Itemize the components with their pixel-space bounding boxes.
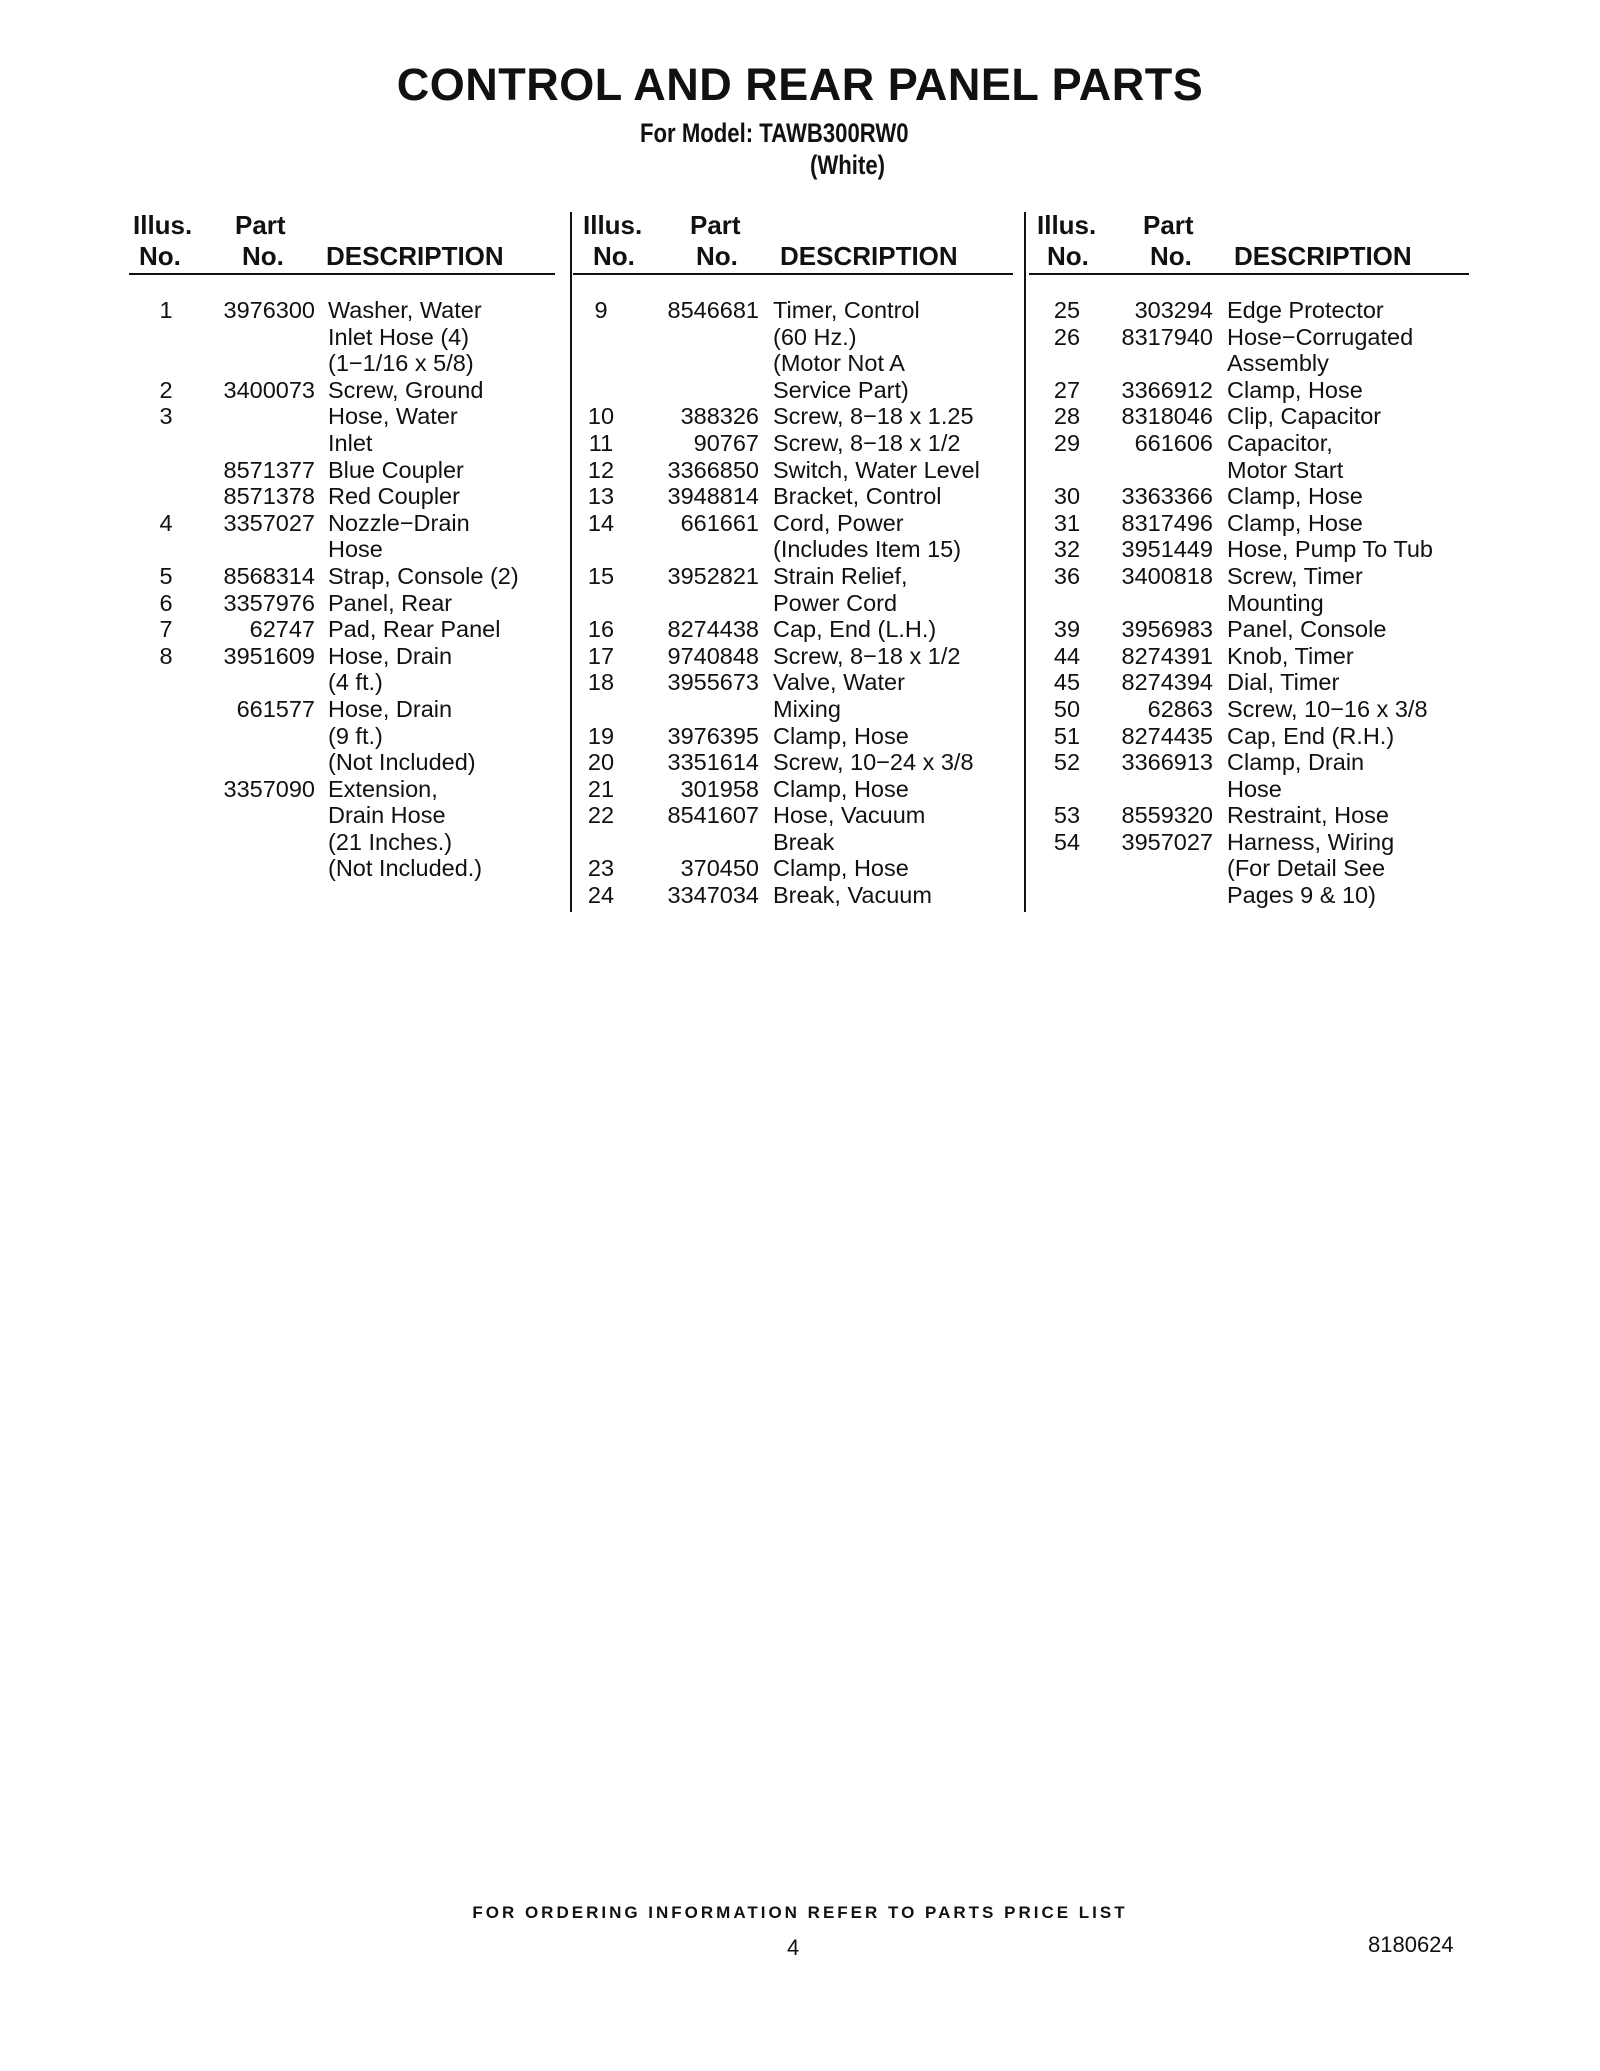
description-cell: Dial, Timer: [1227, 669, 1340, 696]
description-cell: Restraint, Hose: [1227, 802, 1389, 829]
part-no-cell: 8571377: [223, 456, 315, 483]
part-no-cell: 8571378: [223, 483, 315, 510]
parts-column-2: [583, 206, 1018, 909]
description-cell: Screw, 8−18 x 1/2: [773, 642, 961, 669]
description-cell: Mixing: [773, 695, 841, 722]
description-cell: Bracket, Control: [773, 483, 942, 510]
description-cell: Clamp, Drain: [1227, 749, 1365, 776]
column-divider: [570, 212, 572, 912]
illus-no-cell: 30: [1053, 483, 1081, 510]
part-no-cell: 661577: [236, 695, 315, 722]
part-no-cell: 370450: [680, 855, 759, 882]
description-cell: Blue Coupler: [328, 456, 464, 483]
illus-header-line1: Illus.: [583, 210, 643, 240]
part-no-cell: 8274391: [1121, 642, 1213, 669]
table-row: [1037, 723, 1472, 750]
table-row: [583, 563, 1018, 590]
part-no-cell: 3351614: [667, 749, 759, 776]
description-cell: Extension,: [328, 775, 438, 802]
part-no-cell: 3957027: [1121, 828, 1213, 855]
illus-no-cell: 11: [588, 429, 614, 456]
illus-no-cell: 28: [1053, 403, 1081, 430]
table-row: [583, 776, 1018, 803]
part-no-cell: 8317496: [1121, 509, 1213, 536]
illus-no-cell: 19: [587, 722, 615, 749]
table-row: [129, 590, 564, 617]
table-row: [129, 324, 564, 351]
part-no-cell: 8318046: [1121, 403, 1213, 430]
part-no-cell: 301958: [680, 775, 759, 802]
parts-list: [1037, 297, 1472, 909]
header-rule: [1029, 273, 1469, 275]
illus-no-cell: 17: [587, 642, 615, 669]
table-row: [1037, 350, 1472, 377]
table-row: [583, 802, 1018, 829]
description-header: DESCRIPTION: [1234, 241, 1412, 271]
description-cell: (4 ft.): [328, 669, 383, 696]
part-no-cell: 3357090: [223, 775, 315, 802]
illus-no-cell: 14: [587, 509, 615, 536]
illus-no-cell: 3: [159, 403, 173, 430]
part-header-line2: No.: [1150, 241, 1192, 271]
description-cell: Panel, Console: [1227, 616, 1387, 643]
description-cell: Screw, 8−18 x 1.25: [773, 403, 974, 430]
illus-header-line2: No.: [593, 241, 635, 271]
part-no-cell: 9740848: [667, 642, 759, 669]
table-row: [1037, 749, 1472, 776]
column-divider: [1024, 212, 1026, 912]
part-no-cell: 388326: [680, 403, 759, 430]
part-header-line1: Part: [235, 210, 286, 240]
parts-column-1: [129, 206, 564, 882]
part-no-cell: 8317940: [1121, 323, 1213, 350]
illus-no-cell: 4: [159, 509, 173, 536]
description-cell: Clamp, Hose: [773, 855, 909, 882]
illus-no-cell: 27: [1053, 376, 1081, 403]
part-header-line1: Part: [1143, 210, 1194, 240]
illus-no-cell: 20: [587, 749, 615, 776]
description-header: DESCRIPTION: [780, 241, 958, 271]
description-cell: Hose: [328, 536, 383, 563]
illus-no-cell: 31: [1053, 509, 1081, 536]
description-cell: Screw, 10−24 x 3/8: [773, 749, 974, 776]
document-number: 8180624: [1368, 1932, 1454, 1957]
illus-no-cell: 26: [1053, 323, 1081, 350]
illus-no-cell: 51: [1053, 722, 1081, 749]
table-row: [1037, 696, 1472, 723]
description-cell: Hose, Pump To Tub: [1227, 536, 1433, 563]
description-cell: Hose, Vacuum: [773, 802, 926, 829]
description-cell: Valve, Water: [773, 669, 905, 696]
column-header: [129, 206, 564, 275]
column-header: [583, 206, 1018, 275]
description-cell: (For Detail See: [1227, 855, 1386, 882]
table-row: [1037, 643, 1472, 670]
description-cell: Inlet Hose (4): [328, 323, 470, 350]
description-cell: Pages 9 & 10): [1227, 882, 1376, 909]
table-row: [129, 430, 564, 457]
description-cell: Power Cord: [773, 589, 898, 616]
description-cell: Hose: [1227, 775, 1282, 802]
model-subtitle: For Model: TAWB300RW0: [640, 118, 909, 148]
description-cell: Cap, End (L.H.): [773, 616, 937, 643]
description-cell: Clamp, Hose: [1227, 509, 1363, 536]
table-row: [1037, 882, 1472, 909]
description-cell: Screw, 10−16 x 3/8: [1227, 695, 1428, 722]
illus-no-cell: 16: [587, 616, 615, 643]
parts-list: [583, 297, 1018, 909]
illus-no-cell: 8: [159, 642, 173, 669]
description-cell: Screw, Ground: [328, 376, 484, 403]
table-row: [583, 723, 1018, 750]
part-no-cell: 3956983: [1121, 616, 1213, 643]
part-no-cell: 62747: [249, 616, 315, 643]
description-cell: Knob, Timer: [1227, 642, 1354, 669]
part-header-line1: Part: [690, 210, 741, 240]
table-row: [1037, 324, 1472, 351]
table-row: [1037, 403, 1472, 430]
table-row: [129, 616, 564, 643]
table-row: [1037, 802, 1472, 829]
part-no-cell: 3347034: [667, 882, 759, 909]
table-row: [583, 403, 1018, 430]
part-no-cell: 3955673: [667, 669, 759, 696]
part-no-cell: 8568314: [223, 562, 315, 589]
table-row: [129, 510, 564, 537]
illus-no-cell: 36: [1053, 562, 1081, 589]
description-cell: (Not Included): [328, 749, 476, 776]
illus-header-line2: No.: [1047, 241, 1089, 271]
table-row: [1037, 457, 1472, 484]
description-cell: Clamp, Hose: [773, 722, 909, 749]
description-cell: Motor Start: [1227, 456, 1344, 483]
part-no-cell: 3357976: [223, 589, 315, 616]
part-no-cell: 3400818: [1121, 562, 1213, 589]
description-cell: (60 Hz.): [773, 323, 857, 350]
page-title: CONTROL AND REAR PANEL PARTS: [396, 59, 1204, 110]
table-row: [129, 696, 564, 723]
table-row: [583, 457, 1018, 484]
part-header-line2: No.: [242, 241, 284, 271]
part-no-cell: 90767: [693, 429, 759, 456]
part-no-cell: 3363366: [1121, 483, 1213, 510]
description-cell: Harness, Wiring: [1227, 828, 1395, 855]
table-row: [583, 590, 1018, 617]
illus-no-cell: 44: [1053, 642, 1081, 669]
table-row: [1037, 855, 1472, 882]
table-row: [583, 350, 1018, 377]
table-row: [129, 536, 564, 563]
description-cell: (Motor Not A: [773, 350, 905, 377]
description-cell: Pad, Rear Panel: [328, 616, 501, 643]
description-cell: (21 Inches.): [328, 828, 453, 855]
table-row: [583, 669, 1018, 696]
description-cell: Panel, Rear: [328, 589, 453, 616]
table-row: [1037, 669, 1472, 696]
description-cell: Red Coupler: [328, 483, 460, 510]
table-row: [129, 855, 564, 882]
description-header: DESCRIPTION: [326, 241, 504, 271]
description-cell: Assembly: [1227, 350, 1329, 377]
description-cell: Capacitor,: [1227, 429, 1333, 456]
part-no-cell: 8274435: [1121, 722, 1213, 749]
part-no-cell: 8541607: [667, 802, 759, 829]
table-row: [1037, 510, 1472, 537]
part-no-cell: 8546681: [667, 297, 759, 323]
description-cell: Service Part): [773, 376, 909, 403]
illus-no-cell: 52: [1053, 749, 1081, 776]
table-row: [1037, 776, 1472, 803]
illus-no-cell: 1: [159, 297, 173, 323]
illus-no-cell: 53: [1053, 802, 1081, 829]
part-no-cell: 3952821: [667, 562, 759, 589]
description-cell: Edge Protector: [1227, 297, 1384, 323]
table-row: [1037, 377, 1472, 404]
description-cell: Drain Hose: [328, 802, 446, 829]
part-no-cell: 3366850: [667, 456, 759, 483]
table-row: [1037, 563, 1472, 590]
illus-no-cell: 13: [587, 483, 615, 510]
description-cell: Hose, Water: [328, 403, 458, 430]
illus-no-cell: 22: [587, 802, 615, 829]
illus-no-cell: 10: [587, 403, 615, 430]
illus-no-cell: 24: [587, 882, 615, 909]
description-cell: (Not Included.): [328, 855, 483, 882]
part-no-cell: 3951609: [223, 642, 315, 669]
table-row: [583, 749, 1018, 776]
illus-no-cell: 9: [594, 297, 608, 323]
part-no-cell: 3400073: [223, 376, 315, 403]
table-row: [1037, 536, 1472, 563]
table-row: [583, 829, 1018, 856]
part-no-cell: 3948814: [667, 483, 759, 510]
illus-no-cell: 23: [587, 855, 615, 882]
description-cell: Clamp, Hose: [773, 775, 909, 802]
description-cell: Break: [773, 828, 835, 855]
description-cell: Hose, Drain: [328, 695, 453, 722]
description-cell: Clamp, Hose: [1227, 483, 1363, 510]
part-no-cell: 3951449: [1121, 536, 1213, 563]
table-row: [583, 324, 1018, 351]
table-row: [583, 616, 1018, 643]
parts-list: [129, 297, 564, 882]
description-cell: Timer, Control: [773, 297, 920, 323]
illus-no-cell: 21: [587, 775, 615, 802]
illus-no-cell: 54: [1053, 828, 1081, 855]
page-number: 4: [787, 1935, 800, 1960]
header-rule: [129, 273, 555, 275]
table-row: [129, 669, 564, 696]
description-cell: Cap, End (R.H.): [1227, 722, 1395, 749]
table-row: [583, 510, 1018, 537]
table-row: [129, 297, 564, 324]
table-row: [583, 696, 1018, 723]
table-row: [129, 723, 564, 750]
parts-column-3: [1037, 206, 1472, 909]
table-row: [129, 563, 564, 590]
description-cell: Clip, Capacitor: [1227, 403, 1382, 430]
table-row: [583, 855, 1018, 882]
illus-no-cell: 50: [1053, 695, 1081, 722]
illus-no-cell: 12: [587, 456, 615, 483]
table-row: [129, 403, 564, 430]
description-cell: Hose, Drain: [328, 642, 453, 669]
ordering-footer: FOR ORDERING INFORMATION REFER TO PARTS PRICE LIST: [472, 1903, 1128, 1922]
table-row: [583, 430, 1018, 457]
description-cell: Switch, Water Level: [773, 456, 980, 483]
part-header-line2: No.: [696, 241, 738, 271]
part-no-cell: 661606: [1134, 429, 1213, 456]
table-row: [583, 536, 1018, 563]
illus-no-cell: 2: [159, 376, 173, 403]
part-no-cell: 8274438: [667, 616, 759, 643]
illus-no-cell: 39: [1053, 616, 1081, 643]
header-rule: [573, 273, 1013, 275]
illus-header-line1: Illus.: [133, 210, 193, 240]
table-row: [1037, 483, 1472, 510]
table-row: [129, 643, 564, 670]
table-row: [129, 829, 564, 856]
illus-no-cell: 5: [159, 562, 173, 589]
part-no-cell: 3366913: [1121, 749, 1213, 776]
table-row: [129, 776, 564, 803]
description-cell: Nozzle−Drain: [328, 509, 470, 536]
part-no-cell: 661661: [680, 509, 759, 536]
table-row: [129, 483, 564, 510]
illus-no-cell: 6: [159, 589, 173, 616]
description-cell: Strain Relief,: [773, 562, 908, 589]
illus-no-cell: 32: [1053, 536, 1081, 563]
part-no-cell: 8559320: [1121, 802, 1213, 829]
table-row: [583, 643, 1018, 670]
illus-no-cell: 45: [1053, 669, 1081, 696]
description-cell: Break, Vacuum: [773, 882, 932, 909]
illus-no-cell: 18: [587, 669, 615, 696]
illus-no-cell: 29: [1053, 429, 1081, 456]
table-row: [1037, 829, 1472, 856]
description-cell: Strap, Console (2): [328, 562, 519, 589]
description-cell: Hose−Corrugated: [1227, 323, 1414, 350]
description-cell: (Includes Item 15): [773, 536, 962, 563]
description-cell: Mounting: [1227, 589, 1324, 616]
table-row: [583, 882, 1018, 909]
table-row: [129, 749, 564, 776]
description-cell: Screw, 8−18 x 1/2: [773, 429, 961, 456]
description-cell: Clamp, Hose: [1227, 376, 1363, 403]
part-no-cell: 62863: [1147, 695, 1213, 722]
table-row: [1037, 616, 1472, 643]
illus-no-cell: 7: [159, 616, 173, 643]
table-row: [129, 350, 564, 377]
color-subtitle: (White): [810, 150, 886, 180]
table-row: [1037, 590, 1472, 617]
description-cell: (1−1/16 x 5/8): [328, 350, 474, 377]
description-cell: Washer, Water: [328, 297, 482, 323]
table-row: [129, 802, 564, 829]
table-row: [129, 457, 564, 484]
table-row: [1037, 297, 1472, 324]
description-cell: Cord, Power: [773, 509, 904, 536]
description-cell: Inlet: [328, 429, 373, 456]
part-no-cell: 8274394: [1121, 669, 1213, 696]
illus-no-cell: 25: [1053, 297, 1081, 323]
illus-no-cell: 15: [587, 562, 615, 589]
table-row: [583, 483, 1018, 510]
table-row: [129, 377, 564, 404]
illus-header-line2: No.: [139, 241, 181, 271]
part-no-cell: 3366912: [1121, 376, 1213, 403]
table-row: [1037, 430, 1472, 457]
part-no-cell: 3976300: [223, 297, 315, 323]
illus-header-line1: Illus.: [1037, 210, 1097, 240]
part-no-cell: 3976395: [667, 722, 759, 749]
description-cell: (9 ft.): [328, 722, 383, 749]
part-no-cell: 3357027: [223, 509, 315, 536]
column-header: [1037, 206, 1472, 275]
part-no-cell: 303294: [1134, 297, 1213, 323]
table-row: [583, 297, 1018, 324]
description-cell: Screw, Timer: [1227, 562, 1363, 589]
table-row: [583, 377, 1018, 404]
